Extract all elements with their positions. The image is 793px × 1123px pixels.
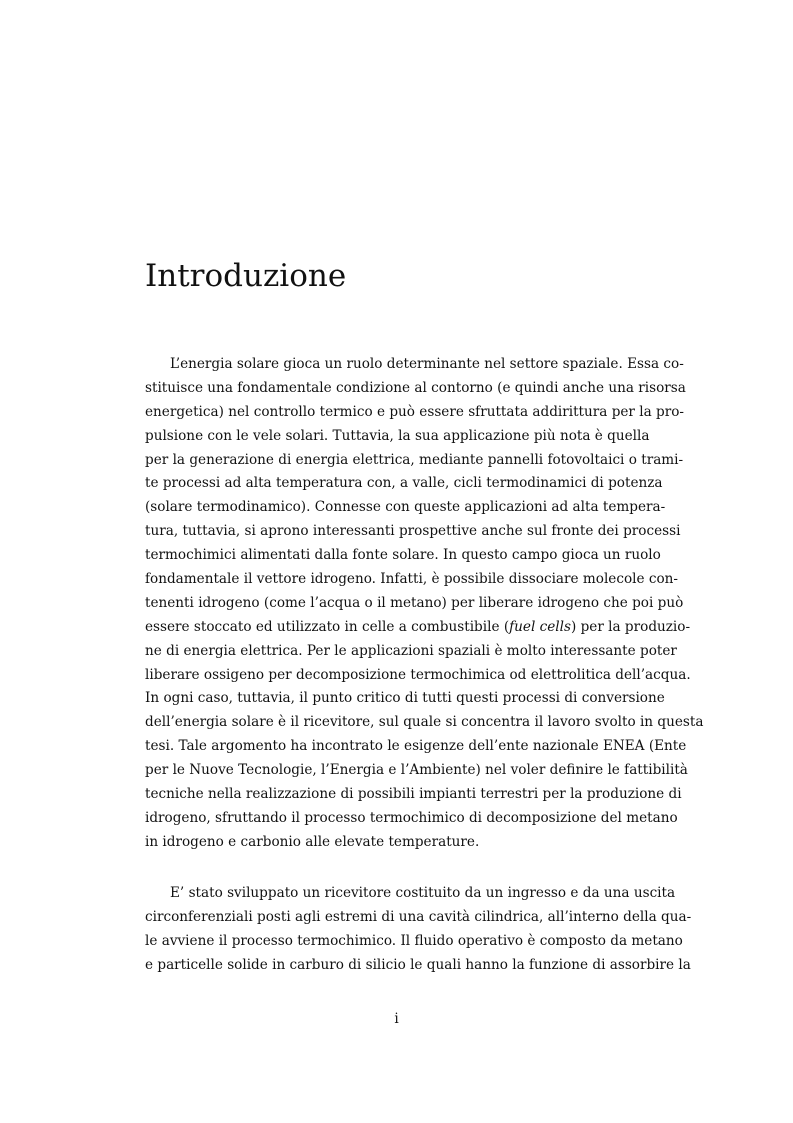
text-line: (solare termodinamico). Connesse con queste applicazioni ad alta tempera- [145, 499, 666, 516]
page-number: i [394, 1011, 399, 1027]
paragraph-2 [145, 882, 692, 978]
text-line: idrogeno, sfruttando il processo termochimico di decomposizione del metano [145, 809, 678, 826]
text-line: circonferenziali posti agli estremi di una cavità cilindrica, all’interno della qua- [145, 908, 692, 925]
text-segment: ) per la produzio- [570, 618, 691, 635]
text-line: ne di energia elettrica. Per le applicazioni spaziali è molto interessante poter [145, 642, 677, 659]
text-line: per le Nuove Tecnologie, l’Energia e l’Ambiente) nel voler definire le fattibilità [145, 762, 688, 779]
text-line-with-italic [145, 616, 691, 640]
text-line: tesi. Tale argomento ha incontrato le esigenze dell’ente nazionale ENEA (Ente [145, 738, 687, 755]
text-line: stituisce una fondamentale condizione al contorno (e quindi anche una risorsa [145, 379, 686, 396]
text-line: dell’energia solare è il ricevitore, sul quale si concentra il lavoro svolto in questa [145, 714, 704, 731]
text-line: tura, tuttavia, si aprono interessanti prospettive anche sul fronte dei processi [145, 523, 681, 540]
chapter-title: Introduzione [145, 258, 347, 294]
text-line: tecniche nella realizzazione di possibili impianti terrestri per la produzione di [145, 786, 682, 803]
text-line: E’ stato sviluppato un ricevitore costituito da un ingresso e da una uscita [170, 885, 676, 901]
text-line: per la generazione di energia elettrica, mediante pannelli fotovoltaici o trami- [145, 451, 684, 468]
text-line: in idrogeno e carbonio alle elevate temperature. [145, 833, 480, 850]
italic-term: fuel cells [509, 618, 571, 635]
paragraph-1 [145, 353, 704, 855]
text-line: liberare ossigeno per decomposizione termochimica od elettrolitica dell’acqua. [145, 666, 691, 683]
text-line: fondamentale il vettore idrogeno. Infatti, è possibile dissociare molecole con- [145, 571, 679, 588]
text-line: e particelle solide in carburo di silicio le quali hanno la funzione di assorbire la [145, 956, 691, 973]
text-line: In ogni caso, tuttavia, il punto critico di tutti questi processi di conversione [145, 690, 665, 707]
text-line: termochimici alimentati dalla fonte solare. In questo campo gioca un ruolo [145, 547, 661, 564]
text-line: energetica) nel controllo termico e può essere sfruttata addirittura per la pro- [145, 403, 685, 420]
text-line: te processi ad alta temperatura con, a valle, cicli termodinamici di potenza [145, 475, 663, 492]
text-segment: essere stoccato ed utilizzato in celle a combustibile ( [145, 618, 510, 635]
text-line: le avviene il processo termochimico. Il fluido operativo è composto da metano [145, 932, 683, 949]
text-line: L’energia solare gioca un ruolo determinante nel settore spaziale. Essa co- [170, 356, 684, 372]
text-line: tenenti idrogeno (come l’acqua o il metano) per liberare idrogeno che poi può [145, 594, 684, 611]
text-line: pulsione con le vele solari. Tuttavia, la sua applicazione più nota è quella [145, 427, 650, 444]
